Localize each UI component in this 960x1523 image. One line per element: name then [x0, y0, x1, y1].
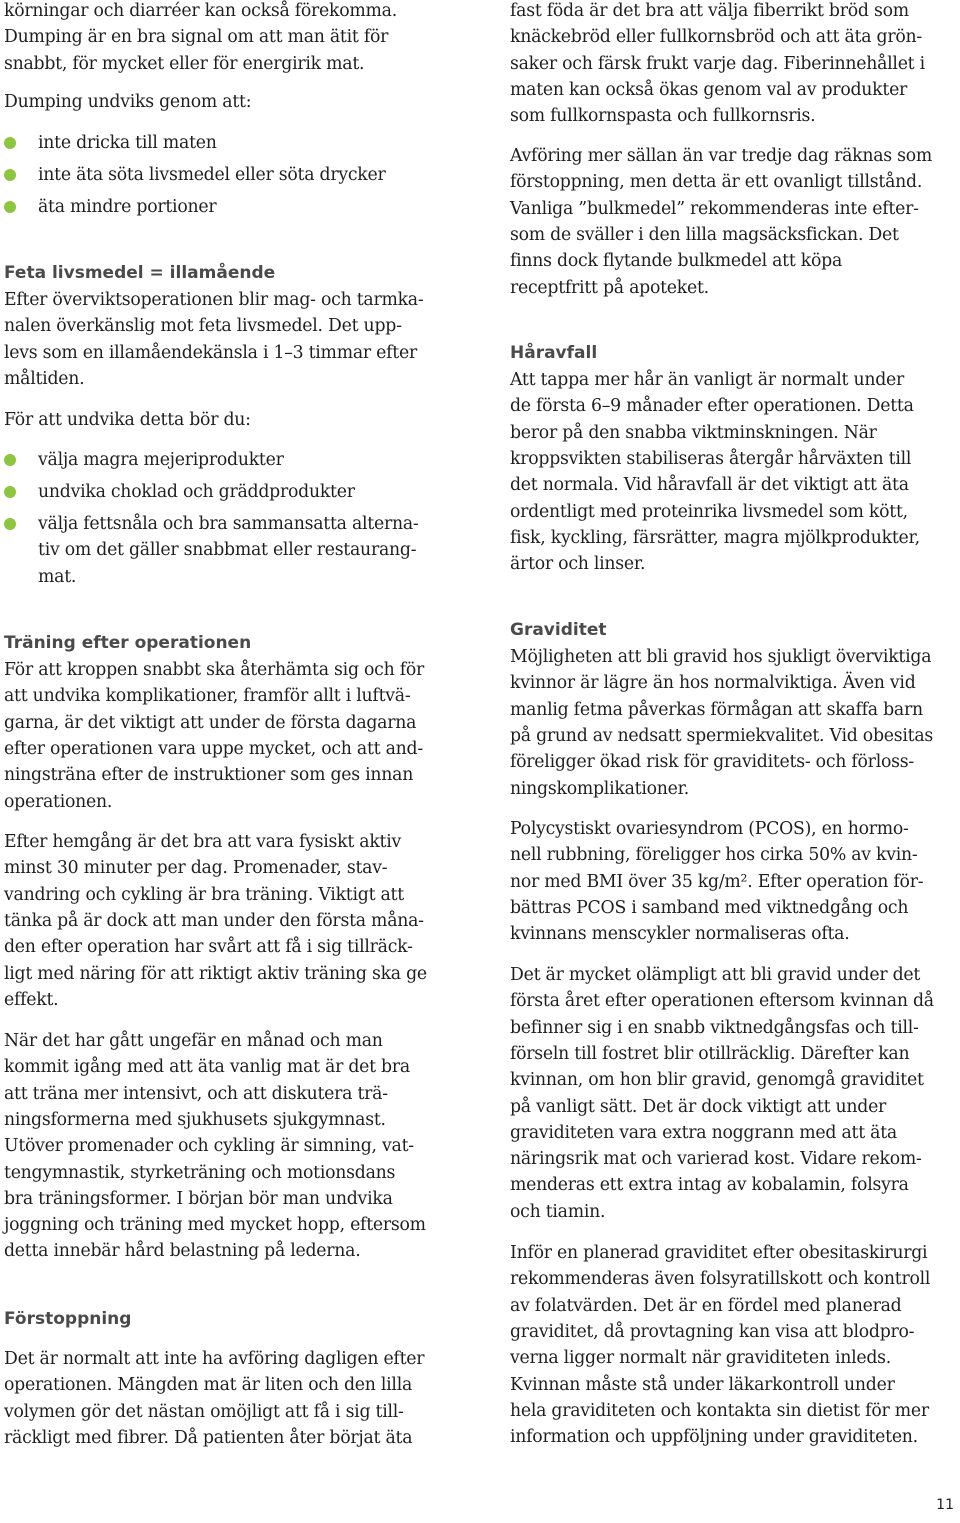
intro-paragraph-line: Dumping är en bra signal om att man ätit för	[4, 27, 389, 48]
constipation-continued-line: maten kan också ökas genom val av produkter	[510, 79, 908, 100]
fat-foods-paragraph-line: nalen överkänslig mot feta livsmedel. Det upp-	[4, 316, 402, 337]
constipation-paragraph-2-line: finns dock flytande bulkmedel att köpa	[510, 251, 843, 272]
constipation-paragraph-1-line: operationen. Mängden mat är liten och den lilla	[4, 1375, 413, 1396]
pregnancy-paragraph-4-line: graviditet, då provtagning kan visa att blodpro-	[510, 1321, 915, 1342]
pregnancy-paragraph-2-line: nor med BMI över 35 kg/m². Efter operation för-	[510, 871, 924, 892]
pregnancy-paragraph-3-line: graviditeten vara extra noggrann med att äta	[510, 1122, 897, 1143]
training-paragraph-3-line: bra träningsformer. I början bör man undvika	[4, 1188, 393, 1209]
pregnancy-paragraph-1-line: manlig fetma påverkas förmågan att skaffa barn	[510, 699, 923, 720]
constipation-continued-line: saker och färsk frukt varje dag. Fiberinnehållet i	[510, 53, 925, 74]
pregnancy-paragraph-4-line: rekommenderas även folsyratillskott och kontroll	[510, 1269, 931, 1290]
bullet-item-text: undvika choklad och gräddprodukter	[38, 482, 355, 502]
pregnancy-heading: Graviditet	[510, 620, 607, 640]
bullet-dot-icon	[4, 169, 16, 181]
pregnancy-paragraph-2-line: nell rubbning, föreligger hos cirka 50% av kvin-	[510, 845, 918, 866]
pregnancy-paragraph-3-line: första året efter operationen eftersom kvinnan då	[510, 991, 934, 1012]
bullet-dot-icon	[4, 518, 16, 530]
training-paragraph-3-line: detta innebär hård belastning på lederna.	[4, 1241, 361, 1262]
bullet-item-text: tiv om det gäller snabbmat eller restaurang-	[38, 540, 417, 561]
training-paragraph-3-line: kommit igång med att äta vanlig mat är det bra	[4, 1057, 410, 1078]
constipation-continued-line: knäckebröd eller fullkornsbröd och att äta grön-	[510, 27, 922, 48]
pregnancy-paragraph-3-line: och tiamin.	[510, 1201, 606, 1222]
pregnancy-paragraph-4-line: Kvinnan måste stå under läkarkontroll under	[510, 1374, 895, 1395]
constipation-paragraph-1-line: volymen gör det nästan omöjligt att få i sig till-	[4, 1401, 404, 1422]
pregnancy-paragraph-3-line: på vanligt sätt. Det är dock viktigt att under	[510, 1096, 887, 1117]
training-paragraph-2-line: tänka på är dock att man under den första måna-	[4, 910, 424, 931]
hair-loss-paragraph-line: de första 6–9 månader efter operationen. Detta	[510, 396, 914, 417]
pregnancy-paragraph-1-line: Möjligheten att bli gravid hos sjukligt överviktiga	[510, 647, 932, 667]
constipation-heading: Förstoppning	[4, 1309, 132, 1329]
bullet-item-text: mat.	[38, 566, 77, 587]
training-paragraph-3-line: tengymnastik, styrketräning och motionsdans	[4, 1162, 396, 1183]
bullet-item-text: inte dricka till maten	[38, 133, 217, 153]
training-paragraph-2-line: minst 30 minuter per dag. Promenader, stav-	[4, 858, 388, 879]
bullet-dot-icon	[4, 201, 16, 213]
training-paragraph-2-line: den efter operation har svårt att få i sig tillräck-	[4, 937, 413, 958]
bullet-dot-icon	[4, 454, 16, 466]
training-paragraph-2-line: vandring och cykling är bra träning. Viktigt att	[4, 884, 404, 905]
constipation-paragraph-2-line: som de sväller i den lilla magsäcksfickan. Det	[510, 224, 899, 245]
fat-foods-paragraph-line: levs som en illamåendekänsla i 1–3 timmar efter	[4, 342, 417, 363]
constipation-paragraph-2-line: Vanliga ”bulkmedel” rekommenderas inte efter-	[510, 198, 919, 219]
hair-loss-paragraph-line: Att tappa mer hår än vanligt är normalt under	[510, 370, 905, 390]
pregnancy-paragraph-1-line: kvinnor är lägre än hos normalviktiga. Även vid	[510, 673, 916, 694]
hair-loss-heading: Håravfall	[510, 343, 598, 363]
training-paragraph-3-line: När det har gått ungefär en månad och man	[4, 1031, 383, 1051]
constipation-continued-line: fast föda är det bra att välja fiberrikt bröd som	[510, 1, 909, 21]
pregnancy-paragraph-3-line: Det är mycket olämpligt att bli gravid under det	[510, 965, 921, 985]
dumping-lead: Dumping undviks genom att:	[4, 92, 252, 112]
pregnancy-paragraph-1-line: ningskomplikationer.	[510, 778, 689, 799]
pregnancy-paragraph-4-line: Inför en planerad graviditet efter obesitaskirurgi	[510, 1243, 928, 1263]
page-number: 11	[936, 1497, 954, 1513]
training-paragraph-3-line: Utöver promenader och cykling är simning, vat-	[4, 1136, 414, 1157]
training-paragraph-3-line: ningsformerna med sjukhusets sjukgymnast.	[4, 1109, 386, 1130]
avoid-lead: För att undvika detta bör du:	[4, 410, 251, 430]
constipation-paragraph-2-line: förstoppning, men detta är ett ovanligt tillstånd.	[510, 172, 923, 193]
training-paragraph-1-line: ningsträna efter de instruktioner som ges innan	[4, 765, 414, 786]
bullet-item-text: äta mindre portioner	[38, 197, 217, 217]
hair-loss-paragraph-line: ärtor och linser.	[510, 554, 646, 575]
constipation-paragraph-1-line: Det är normalt att inte ha avföring dagligen efter	[4, 1349, 425, 1369]
fat-foods-paragraph-line: måltiden.	[4, 368, 85, 389]
training-paragraph-3-line: att träna mer intensivt, och att diskutera trä-	[4, 1083, 388, 1104]
training-paragraph-2-line: ligt med näring för att riktigt aktiv träning ska ge	[4, 963, 427, 984]
constipation-paragraph-2-line: Avföring mer sällan än var tredje dag räknas som	[510, 146, 933, 166]
training-paragraph-3-line: joggning och träning med mycket hopp, eftersom	[4, 1215, 426, 1236]
pregnancy-paragraph-3-line: menderas ett extra intag av kobalamin, folsyra	[510, 1175, 909, 1196]
hair-loss-paragraph-line: ordentligt med proteinrika livsmedel som kött,	[510, 501, 908, 522]
fat-foods-paragraph-line: Efter överviktsoperationen blir mag- och tarmka-	[4, 290, 424, 310]
bullet-item-text: inte äta söta livsmedel eller söta drycker	[38, 165, 386, 185]
pregnancy-paragraph-1-line: föreligger ökad risk för graviditets- och förloss-	[510, 752, 914, 773]
fat-foods-heading: Feta livsmedel = illamående	[4, 263, 276, 283]
constipation-continued-line: som fullkornspasta och fullkornsris.	[510, 106, 816, 127]
hair-loss-paragraph-line: det normala. Vid håravfall är det viktigt att äta	[510, 475, 909, 496]
pregnancy-paragraph-4-line: information och uppföljning under graviditeten.	[510, 1427, 918, 1448]
pregnancy-paragraph-4-line: verna ligger normalt när graviditeten inleds.	[510, 1348, 892, 1369]
bullet-item-text: välja magra mejeriprodukter	[38, 450, 284, 470]
pregnancy-paragraph-2-line: kvinnans menscykler normaliseras ofta.	[510, 924, 850, 945]
training-paragraph-1-line: efter operationen vara uppe mycket, och att and-	[4, 738, 423, 759]
constipation-paragraph-2-line: receptfritt på apoteket.	[510, 277, 709, 298]
pregnancy-paragraph-3-line: förseln till fostret blir otillräcklig. Därefter kan	[510, 1043, 910, 1064]
pregnancy-paragraph-3-line: näringsrik mat och varierad kost. Vidare rekom-	[510, 1149, 922, 1170]
pregnancy-paragraph-4-line: av folatvärden. Det är en fördel med planerad	[510, 1295, 902, 1316]
bullet-dot-icon	[4, 137, 16, 149]
pregnancy-paragraph-2-line: Polycystiskt ovariesyndrom (PCOS), en hormo-	[510, 819, 909, 839]
intro-paragraph-line: snabbt, för mycket eller för energirik mat.	[4, 53, 365, 74]
constipation-paragraph-1-line: räckligt med fibrer. Då patienten åter börjat äta	[4, 1427, 413, 1448]
pregnancy-paragraph-2-line: bättras PCOS i samband med viktnedgång och	[510, 897, 909, 918]
training-heading: Träning efter operationen	[4, 633, 252, 653]
pregnancy-paragraph-4-line: hela graviditeten och kontakta sin dietist för mer	[510, 1400, 929, 1421]
pregnancy-paragraph-1-line: på grund av nedsatt spermiekvalitet. Vid obesitas	[510, 725, 933, 746]
pregnancy-paragraph-3-line: befinner sig i en snabb viktnedgångsfas och till-	[510, 1017, 919, 1038]
bullet-dot-icon	[4, 486, 16, 498]
pregnancy-paragraph-3-line: kvinnan, om hon blir gravid, genomgå graviditet	[510, 1070, 924, 1091]
training-paragraph-1-line: garna, är det viktigt att under de första dagarna	[4, 712, 417, 733]
hair-loss-paragraph-line: fisk, kyckling, färsrätter, magra mjölkprodukter,	[510, 527, 920, 548]
training-paragraph-2-line: Efter hemgång är det bra att vara fysiskt aktiv	[4, 832, 402, 852]
training-paragraph-1-line: operationen.	[4, 791, 113, 812]
hair-loss-paragraph-line: beror på den snabba viktminskningen. När	[510, 422, 877, 443]
training-paragraph-2-line: effekt.	[4, 989, 59, 1010]
training-paragraph-1-line: För att kroppen snabbt ska återhämta sig och för	[4, 660, 425, 680]
bullet-item-text: välja fettsnåla och bra sammansatta alterna-	[38, 514, 419, 534]
hair-loss-paragraph-line: kroppsvikten stabiliseras återgår hårväxten till	[510, 448, 912, 469]
training-paragraph-1-line: att undvika komplikationer, framför allt i luftvä-	[4, 686, 411, 707]
intro-paragraph-line: körningar och diarréer kan också förekomma.	[4, 1, 397, 21]
